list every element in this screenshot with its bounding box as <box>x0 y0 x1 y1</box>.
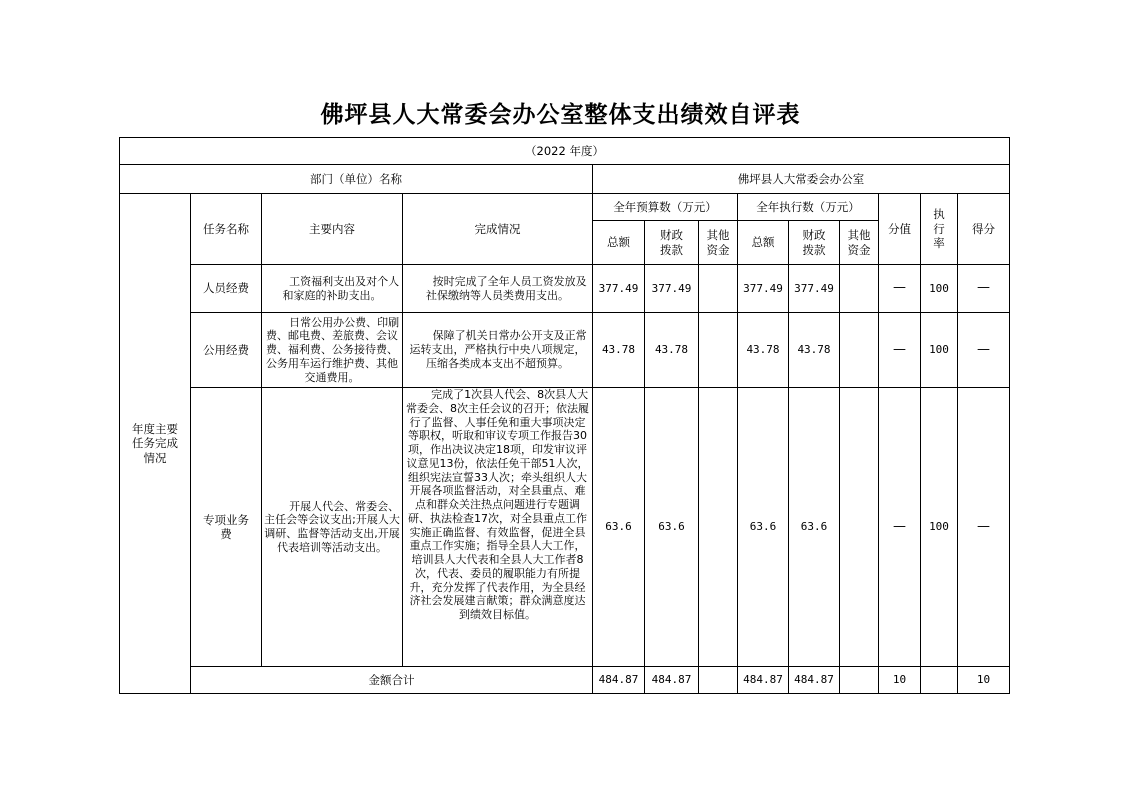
budget-fiscal: 377.49 <box>645 265 699 313</box>
score: — <box>958 313 1010 388</box>
dept-label: 部门（单位）名称 <box>120 165 593 194</box>
header-budget-total: 总额 <box>593 221 645 265</box>
exec-total: 377.49 <box>738 265 789 313</box>
budget-fiscal: 63.6 <box>645 388 699 667</box>
header-exec-other: 其他资金 <box>840 221 879 265</box>
header-exec-rate: 执行率 <box>921 194 958 265</box>
exec-total: 63.6 <box>738 388 789 667</box>
task-completion: 保障了机关日常办公开支及正常运转支出，严格执行中央八项规定，压缩各类成本支出不超预算。 <box>403 313 593 388</box>
table-row <box>120 265 1010 313</box>
header-task-name: 任务名称 <box>191 194 262 265</box>
score-value: — <box>879 265 921 313</box>
budget-total: 63.6 <box>593 388 645 667</box>
header-score-value: 分值 <box>879 194 921 265</box>
header-completion: 完成情况 <box>403 194 593 265</box>
total-score: 10 <box>958 667 1010 694</box>
score: — <box>958 388 1010 667</box>
budget-other <box>699 313 738 388</box>
score: — <box>958 265 1010 313</box>
task-name: 专项业务费 <box>191 388 262 667</box>
task-content: 开展人代会、常委会、主任会等会议支出;开展人大调研、监督等活动支出,开展代表培训等活动支出。 <box>262 388 403 667</box>
header-executed: 全年执行数（万元） <box>738 194 879 221</box>
table-row <box>120 388 1010 667</box>
exec-other <box>840 388 879 667</box>
table-row <box>120 313 1010 388</box>
total-exec-other <box>840 667 879 694</box>
budget-fiscal: 43.78 <box>645 313 699 388</box>
header-exec-fiscal: 财政拨款 <box>789 221 840 265</box>
total-budget-fiscal: 484.87 <box>645 667 699 694</box>
total-exec-rate <box>921 667 958 694</box>
budget-total: 43.78 <box>593 313 645 388</box>
header-score: 得分 <box>958 194 1010 265</box>
exec-other <box>840 265 879 313</box>
exec-rate: 100 <box>921 265 958 313</box>
total-row <box>120 667 1010 694</box>
total-budget-total: 484.87 <box>593 667 645 694</box>
total-label: 金额合计 <box>191 667 593 694</box>
dept-value: 佛坪县人大常委会办公室 <box>593 165 1010 194</box>
task-completion: 按时完成了全年人员工资发放及社保缴纳等人员类费用支出。 <box>403 265 593 313</box>
exec-total: 43.78 <box>738 313 789 388</box>
exec-other <box>840 313 879 388</box>
exec-fiscal: 377.49 <box>789 265 840 313</box>
budget-total: 377.49 <box>593 265 645 313</box>
task-name: 公用经费 <box>191 313 262 388</box>
total-budget-other <box>699 667 738 694</box>
header-budget: 全年预算数（万元） <box>593 194 738 221</box>
exec-rate: 100 <box>921 313 958 388</box>
year-row <box>120 138 1010 165</box>
section-label: 年度主要任务完成情况 <box>120 194 191 694</box>
exec-fiscal: 43.78 <box>789 313 840 388</box>
header-budget-other: 其他资金 <box>699 221 738 265</box>
total-exec-total: 484.87 <box>738 667 789 694</box>
total-score-value: 10 <box>879 667 921 694</box>
performance-table <box>119 137 1010 694</box>
header-content: 主要内容 <box>262 194 403 265</box>
task-content: 日常公用办公费、印刷费、邮电费、差旅费、会议费、福利费、公务接待费、公务用车运行维护费、其他交通费用。 <box>262 313 403 388</box>
task-name: 人员经费 <box>191 265 262 313</box>
total-exec-fiscal: 484.87 <box>789 667 840 694</box>
header-budget-fiscal: 财政拨款 <box>645 221 699 265</box>
dept-row <box>120 165 1010 194</box>
score-value: — <box>879 313 921 388</box>
budget-other <box>699 265 738 313</box>
task-completion: 完成了1次县人代会、8次县人大常委会、8次主任会议的召开；依法履行了监督、人事任免和重大事项决定等职权，听取和审议专项工作报告30项，作出决议决定18项，印发审议评议意见13份，依法任免干部51人次，组织宪法宣誓33人次；牵头组织人大开展各项监督活动，对全县重点、难点和群众关注热点问题进行专题调研、执法检查17次，对全县重点工作实施正确监督、有效监督，促进全县重点工作实施；指导全县人大工作，培训县人大代表和全县人大工作者8次，代表、委员的履职能力有所提升，充分发挥了代表作用，为全县经济社会发展建言献策；群众满意度达到绩效目标值。 <box>403 388 593 667</box>
header-exec-total: 总额 <box>738 221 789 265</box>
year-label: （2022 年度） <box>120 138 1010 165</box>
header-row-1 <box>120 194 1010 221</box>
page-title: 佛坪县人大常委会办公室整体支出绩效自评表 <box>320 101 801 128</box>
task-content: 工资福利支出及对个人和家庭的补助支出。 <box>262 265 403 313</box>
budget-other <box>699 388 738 667</box>
exec-fiscal: 63.6 <box>789 388 840 667</box>
score-value: — <box>879 388 921 667</box>
exec-rate: 100 <box>921 388 958 667</box>
